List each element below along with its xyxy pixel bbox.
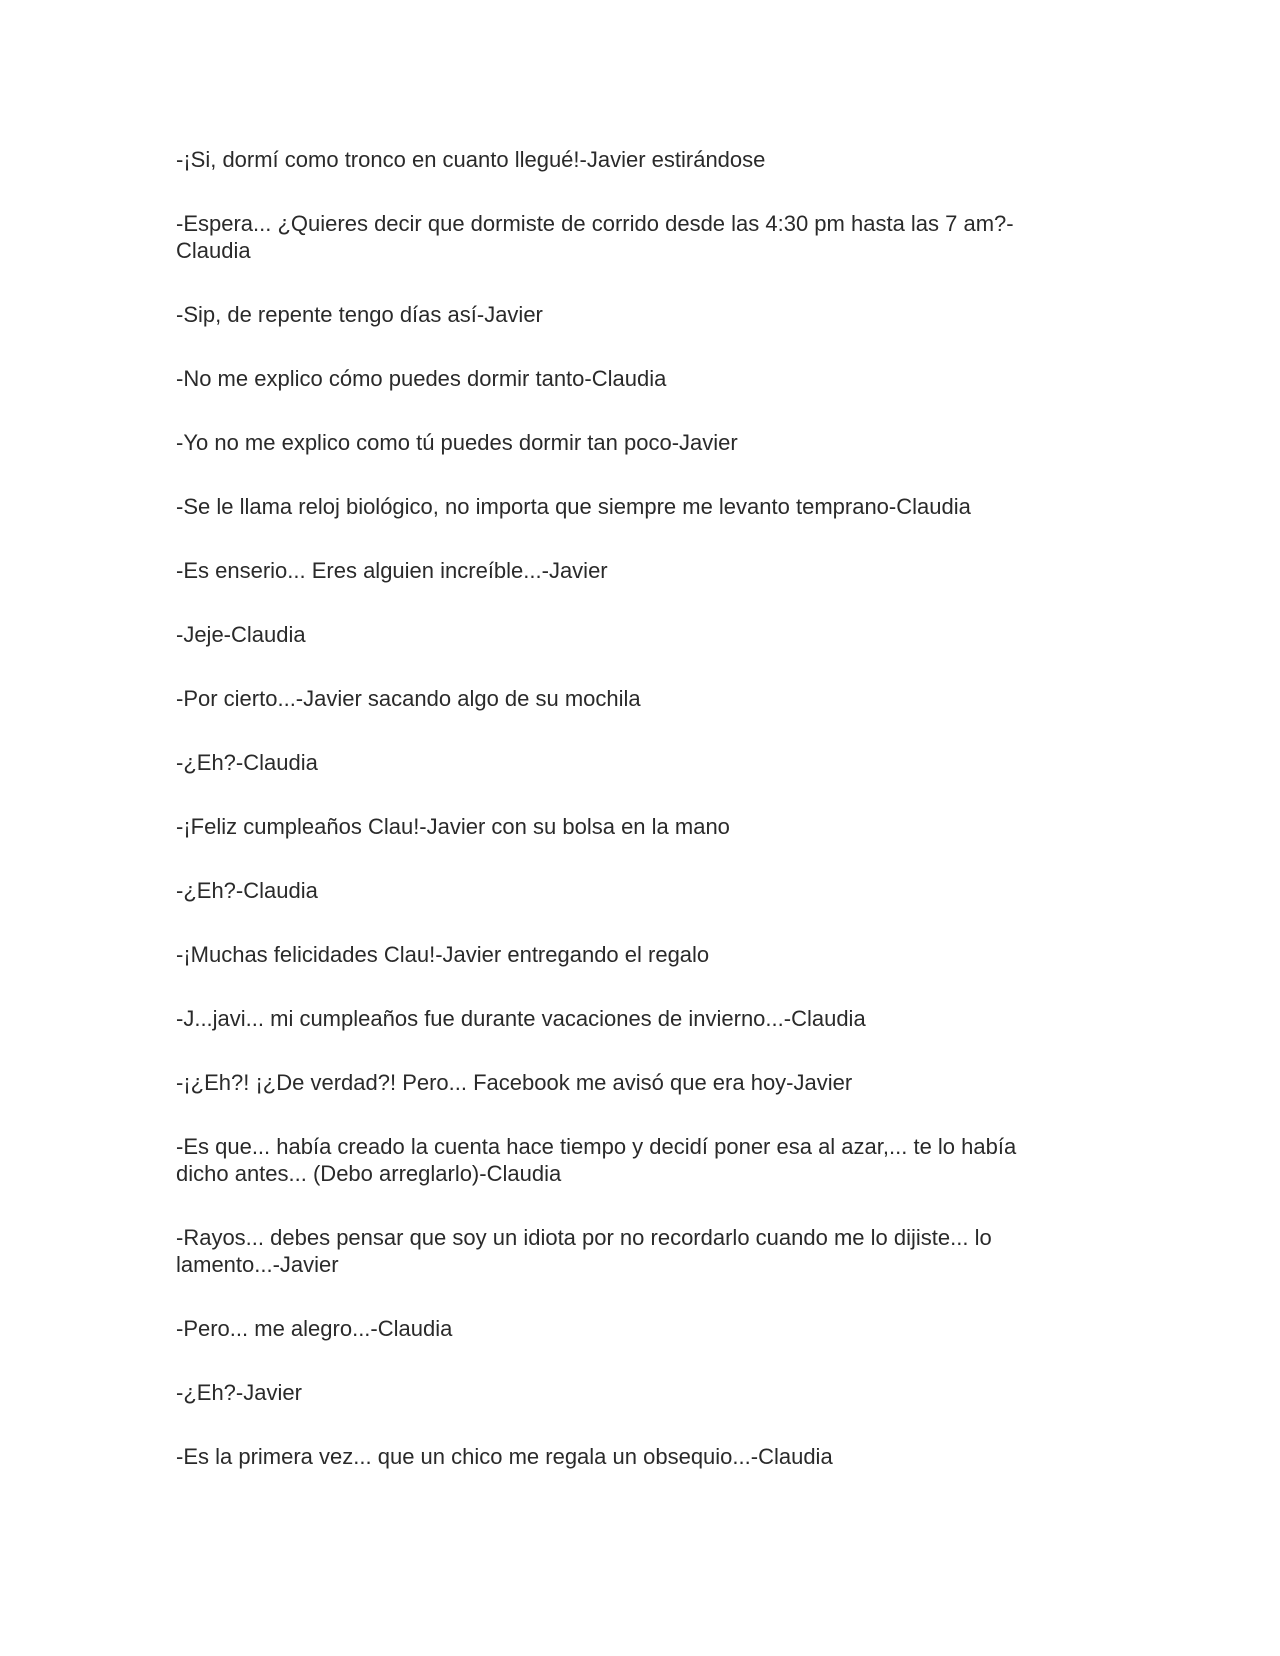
dialogue-line: -Se le llama reloj biológico, no importa que siempre me levanto temprano-Claudia [176,494,971,519]
dialogue-line: -¿Eh?-Claudia [176,750,318,775]
dialogue-line: -Sip, de repente tengo días así-Javier [176,302,543,327]
dialogue-line: -Espera... ¿Quieres decir que dormiste de corrido desde las 4:30 pm hasta las 7 am?- Claudia [176,211,1014,263]
dialogue-line: -J...javi... mi cumpleaños fue durante vacaciones de invierno...-Claudia [176,1006,866,1031]
dialogue-line: -¿Eh?-Javier [176,1380,302,1405]
dialogue-line: -Yo no me explico como tú puedes dormir tan poco-Javier [176,430,738,455]
dialogue-line: -Rayos... debes pensar que soy un idiota por no recordarlo cuando me lo dijiste... lo lamento...-Javier [176,1225,992,1277]
dialogue-line: -¡Feliz cumpleaños Clau!-Javier con su bolsa en la mano [176,814,730,839]
dialogue-line: -¡Muchas felicidades Clau!-Javier entregando el regalo [176,942,710,967]
dialogue-line: -¡Si, dormí como tronco en cuanto llegué!-Javier estirándose [176,147,766,172]
dialogue-line: -¡¿Eh?! ¡¿De verdad?! Pero... Facebook me avisó que era hoy-Javier [176,1070,853,1095]
dialogue-line: -Es que... había creado la cuenta hace tiempo y decidí poner esa al azar,... te lo había dicho antes... (Debo arreglarlo)-Claudia [176,1134,1017,1186]
dialogue-line: -Es la primera vez... que un chico me regala un obsequio...-Claudia [176,1444,833,1469]
dialogue-line: -Jeje-Claudia [176,622,306,647]
dialogue-line: -¿Eh?-Claudia [176,878,318,903]
dialogue-line: -Es enserio... Eres alguien increíble...-Javier [176,558,608,583]
dialogue-line: -Por cierto...-Javier sacando algo de su mochila [176,686,641,711]
dialogue-text [176,146,1076,1507]
dialogue-line: -Pero... me alegro...-Claudia [176,1316,453,1341]
dialogue-line: -No me explico cómo puedes dormir tanto-Claudia [176,366,667,391]
